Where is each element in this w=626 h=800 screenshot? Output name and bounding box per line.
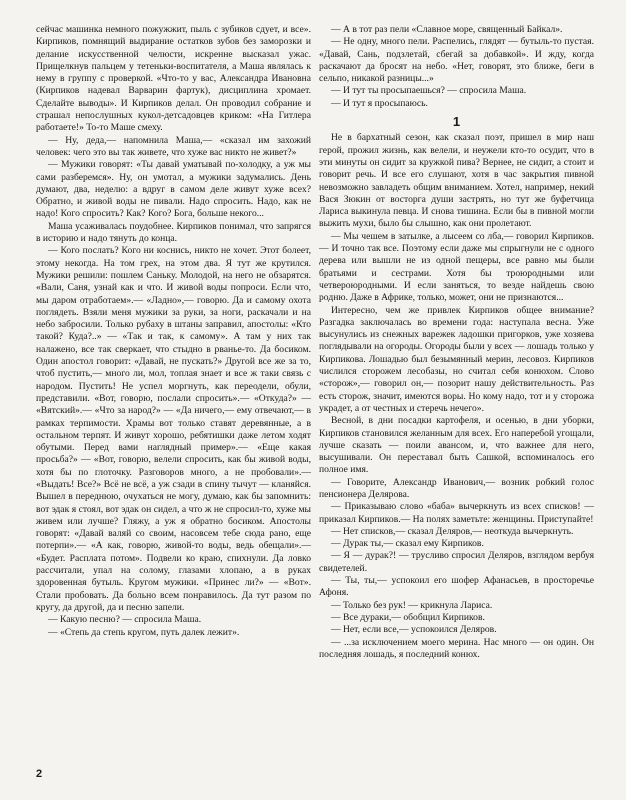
paragraph: сейчас машинка немного пожужжит, пыль с зубиков сдует, и все». Кирпиков, помнящий выдирание остатков зубов без заморозки и делание искусственной челюсти, искренне высказал ужас. Прищелкнув пальцем у тетеньки-воспитателя, а Маша являлась к нему в группу с проверкой. «Что-то у вас, Александра Ивановна (Кирпиков надевал Варварин фартук), дисциплина хромает. Сделайте выводы». И Кирпиков делал. Он проводил собрание и страшал непослушных кукол-детсадовцев криком: «На Гитлера работаете!» То-то Маше смеху. [36, 24, 311, 134]
paragraph: Весной, в дни посадки картофеля, и осенью, в дни уборки, Кирпиков становился желанным для всех. Его наперебой угощали, лучше сказать — поили авансом, и, что важнее для него, высушивали. Он переставал быть Сашкой, вспоминалось его полное имя. [319, 415, 594, 476]
paragraph: — Кого послать? Кого ни коснись, никто не хочет. Этот болеет, этому некогда. На том грех, на этом два. Я тут же крутился. Мужики решили: пошлем Саньку. Молодой, на него не обзарятся. «Вали, Саня, узнай как и что. И живой воды попроси. Если что, мы даром отработаем».— «Ладно»,— говорю. Да и самому охота поглядеть. Взяли меня мужики за руки, за ноги, раскачали и на небо забросили. Только рубаху в штаны заправил, апостолы: «Кто такой? Куда?..» — «Так и так, к самому». А там у них так налажено, все так сверкает, что стыдно в рванье-то. Да босиком. Один апостол говорит: «Давай, не пускать?» Другой все же за то, чтоб пустить,— много ли, мол, топлая знает и все ж таки связь с народом. Пустить! Не успел моргнуть, как переодели, обули, представили. «Вот, говорю, послали спросить».— «Откуда?» — «Вятский».— «Что за народ?» — «Да ничего,— ему отвечают,— в рамках терпимости. Храмы вот только ставят деревянные, а в остальном терпят. И живут хорошо, ребятишки даже летом ходят обутыми. Перед вами наглядный пример».— «Еще какая просьба?» — «Вот, говорю, велели спросить, как бы живой воды, хотя бы по глоточку. Разговоров много, а не пробовали».— «Выдать! Все?» Всё не всё, а уж сзади в спину тычут — кланяйся. Вышел в переднюю, очухаться не могу, думаю, как бы запомнить: вот эдак я стоял, вот эдак он сидел, а что ж не спросил-то, хуже мы живем или лучше? Гляжу, а уж я обратно босиком. Апостолы говорят: «Давай валяй со своим, насовсем тебе сюда рано, еще потерпи».— «А как, говорю, живой-то воды, ведь обещали».— «Будет. Расплата потом». Подвели ко краю, спихнули. Да ловко рассчитали, упал на солому, глазами хлопаю, а в руках здоровенная бутыль. Кругом мужики. «Принес ли?» — «Вот». Стали пробовать. Да больно всем понравилось. Да тут разом по кругу, да другой, да и песню запели. [36, 245, 311, 613]
paragraph: — Мужики говорят: «Ты давай уматывай по-холодку, а уж мы сами разберемся». Ну, он умотал, а мужики задумались. День думают, два, неделю: а вдруг в самом деле живут хуже всех? Обратно, и живой воды не пивали. Надо спросить. Надо, как не надо! Кого спросить? Как? Кого? Бога, больше некого... [36, 159, 311, 220]
paragraph: — Ну, деда,— напомнила Маша,— «сказал им захожий человек: чего это вы так живете, что хуже вас никто не живет?» [36, 134, 311, 158]
paragraph: Не в бархатный сезон, как сказал поэт, пришел в мир наш герой, прожил жизнь, как велели, и неужели кто-то осудит, что в эти минуты он сидит за кружкой пива? Вернее, не сидит, а стоит и говорит речь. И все его слушают, хотя в час закрытия пивной невозможно завладеть общим вниманием. Хотел, например, некий Вася Зюкин от восторга души застрять, но тут же буфетчица Лариса выкинула певца. И снова тишина. Если бы в пивной могли выжить мухи, было бы слышно, как они пролетают. [319, 132, 594, 230]
section-marker: 1 [452, 114, 461, 130]
page-number: 2 [36, 768, 43, 780]
paragraph: — А в тот раз пели «Славное море, священный Байкал». [331, 24, 563, 35]
left-column [36, 24, 311, 639]
paragraph: — Приказываю слово «баба» вычеркнуть из всех списков! — приказал Кирпиков.— На полях заметьте: женщины. Приступайте! [319, 501, 594, 525]
paragraph: — Нет списков,— сказал Деляров,— неоткуда вычеркнуть. [331, 525, 574, 537]
paragraph: — И тут ты просыпаешься? — спросила Маша. [331, 85, 527, 97]
paragraph: — Говорите, Александр Иванович,— возник робкий голос пенсионера Делярова. [319, 476, 594, 500]
paragraph: — Нет, если все,— успокоился Деляров. [331, 624, 497, 636]
right-column [319, 24, 594, 661]
paragraph: Маша усаживалась поудобнее. Кирпиков понимал, что запрягся в историю и надо тянуть до конца. [36, 220, 311, 245]
paragraph: — Не одну, много пели. Распелись, глядят — бутыль-то пустая. «Давай, Сань, подзлетай, сбегай за добавкой». И жду, когда раскачают да бросят на небо. «Нет, говорят, это ближе, беги в сельпо, никакой разницы...» [319, 36, 594, 85]
paragraph: — И тут я просыпаюсь. [331, 97, 428, 109]
paragraph: — «Степь да степь кругом, путь далек лежит». [48, 626, 240, 638]
paragraph: — Я — дурак?! — трусливо спросил Деляров, взглядом вербуя свидетелей. [319, 550, 594, 574]
paragraph: — ...за исключением моего мерина. Нас много — он один. Он последняя лошадь, я последний конюх. [319, 636, 594, 660]
paragraph: — Мы чешем в затылке, а лысеем со лба,— говорил Кирпиков.— И точно так все. Поэтому если даже мы спрыгнули не с одного дерева или вышли не из одной пещеры, все равно мы были братьями и сестрами. Хотя бы троюродными или четвероюродными. И если заняться, то везде найдешь свою родню. Даже в Африке, только, может, они не признаются... [319, 230, 594, 304]
paragraph: — Ты, ты,— успокоил его шофер Афанасьев, в просторечье Афоня. [319, 575, 594, 599]
paragraph: — Какую песню? — спросила Маша. [48, 614, 202, 626]
paragraph: — Только без рук! — крикнула Лариса. [331, 599, 493, 611]
paragraph: — Все дураки,— обобщил Кирпиков. [331, 611, 485, 623]
paragraph: — Дурак ты,— сказал ему Кирпиков. [331, 538, 484, 550]
paragraph: Интересно, чем же привлек Кирпиков общее внимание? Разгадка заключалась во времени года: наступала весна. Уже высунулись из снежных варежек ладошки пригорков, уже хозяева поглядывали на огороды. Огороды были у всех — лошадь только у Кирпикова. Лошадью был безымянный мерин, лесовоз. Кирпиков числился сторожем лесобазы, но считал себя конюхом. Слово «сторож»,— говорил он,— позорит нашу действительность. Раз есть сторож, значит, имеются воры. Но кому надо, тот и у сторожа украдет, а от честных и стеречь нечего». [319, 304, 594, 414]
